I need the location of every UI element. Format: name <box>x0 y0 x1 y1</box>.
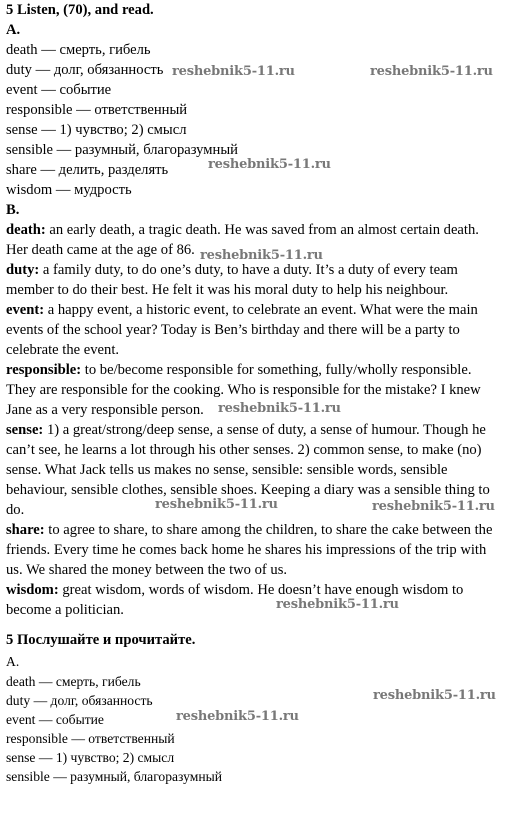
entry-text: a happy event, a historic event, to celebrate an event. What were the main <box>44 302 478 318</box>
vocab-item-ru: death — смерть, гибель <box>6 674 141 689</box>
watermark: reshebnik5-11.ru <box>200 248 323 263</box>
vocab-item-ru: event — событие <box>6 712 104 727</box>
vocab-item: death — смерть, гибель <box>6 42 151 58</box>
entry-line: Her death came at the age of 86. <box>6 242 195 258</box>
entry-line: do. <box>6 502 25 518</box>
entry-responsible <box>6 360 471 380</box>
watermark: reshebnik5-11.ru <box>155 497 278 512</box>
entry-text: an early death, a tragic death. He was saved from an almost certain death. <box>45 222 479 238</box>
entry-line: friends. Every time he comes back home he shares his impressions of the trip with <box>6 542 487 558</box>
vocab-item: sensible — разумный, благоразумный <box>6 142 238 158</box>
vocab-item: share — делить, разделять <box>6 162 169 178</box>
watermark: reshebnik5-11.ru <box>218 401 341 416</box>
entry-sense <box>6 420 486 440</box>
entry-line: can’t see, he learns a lot through his other senses. 2) common sense, to make (no) <box>6 442 482 458</box>
section-a-label: A. <box>6 22 21 38</box>
entry-text: to be/become responsible for something, fully/wholly responsible. <box>81 362 472 378</box>
watermark: reshebnik5-11.ru <box>373 688 496 703</box>
entry-event <box>6 300 478 320</box>
translation-heading: 5 Послушайте и прочитайте. <box>6 632 196 648</box>
watermark: reshebnik5-11.ru <box>372 499 495 514</box>
entry-term: sense: <box>6 422 44 438</box>
entry-line: become a politician. <box>6 602 124 618</box>
entry-line: events of the school year? Today is Ben’s birthday and there will be a party to <box>6 322 460 338</box>
entry-text: a family duty, to do one’s duty, to have a duty. It’s a duty of every team <box>39 262 458 278</box>
entry-line: behaviour, sensible clothes, sensible shoes. Keeping a diary was a sensible thing to <box>6 482 490 498</box>
entry-term: share: <box>6 522 45 538</box>
entry-line: sense. What Jack tells us makes no sense, sensible: sensible words, sensible <box>6 462 448 478</box>
entry-line: celebrate the event. <box>6 342 120 358</box>
vocab-item: wisdom — мудрость <box>6 182 132 198</box>
section-b-label: B. <box>6 202 20 218</box>
vocab-item: sense — 1) чувство; 2) смысл <box>6 122 187 138</box>
watermark: reshebnik5-11.ru <box>176 709 299 724</box>
entry-line: They are responsible for the cooking. Who is responsible for the mistake? I knew <box>6 382 481 398</box>
entry-line: Jane as a very responsible person. <box>6 402 204 418</box>
entry-term: wisdom: <box>6 582 59 598</box>
entry-share <box>6 520 492 540</box>
entry-line: member to do their best. He felt it was his moral duty to help his neighbour. <box>6 282 449 298</box>
exercise-heading: 5 Listen, (70), and read. <box>6 2 154 18</box>
watermark: reshebnik5-11.ru <box>172 64 295 79</box>
vocab-item-ru: sense — 1) чувство; 2) смысл <box>6 750 175 765</box>
vocab-item: duty — долг, обязанность <box>6 62 164 78</box>
entry-term: duty: <box>6 262 40 278</box>
entry-text: 1) a great/strong/deep sense, a sense of duty, a sense of humour. Though he <box>43 422 486 438</box>
vocab-item: responsible — ответственный <box>6 102 188 118</box>
vocab-item-ru: responsible — ответственный <box>6 731 175 746</box>
entry-text: to agree to share, to share among the children, to share the cake between the <box>44 522 493 538</box>
watermark: reshebnik5-11.ru <box>276 597 399 612</box>
entry-term: death: <box>6 222 46 238</box>
entry-death <box>6 220 479 240</box>
section-a-label-ru: А. <box>6 654 20 669</box>
watermark: reshebnik5-11.ru <box>208 157 331 172</box>
watermark: reshebnik5-11.ru <box>370 64 493 79</box>
entry-term: responsible: <box>6 362 82 378</box>
vocab-item-ru: sensible — разумный, благоразумный <box>6 769 223 784</box>
entry-term: event: <box>6 302 45 318</box>
vocab-item: event — событие <box>6 82 112 98</box>
vocab-item-ru: duty — долг, обязанность <box>6 693 153 708</box>
entry-text: great wisdom, words of wisdom. He doesn’t have enough wisdom to <box>58 582 464 598</box>
entry-line: us. We shared the money between the two of us. <box>6 562 288 578</box>
